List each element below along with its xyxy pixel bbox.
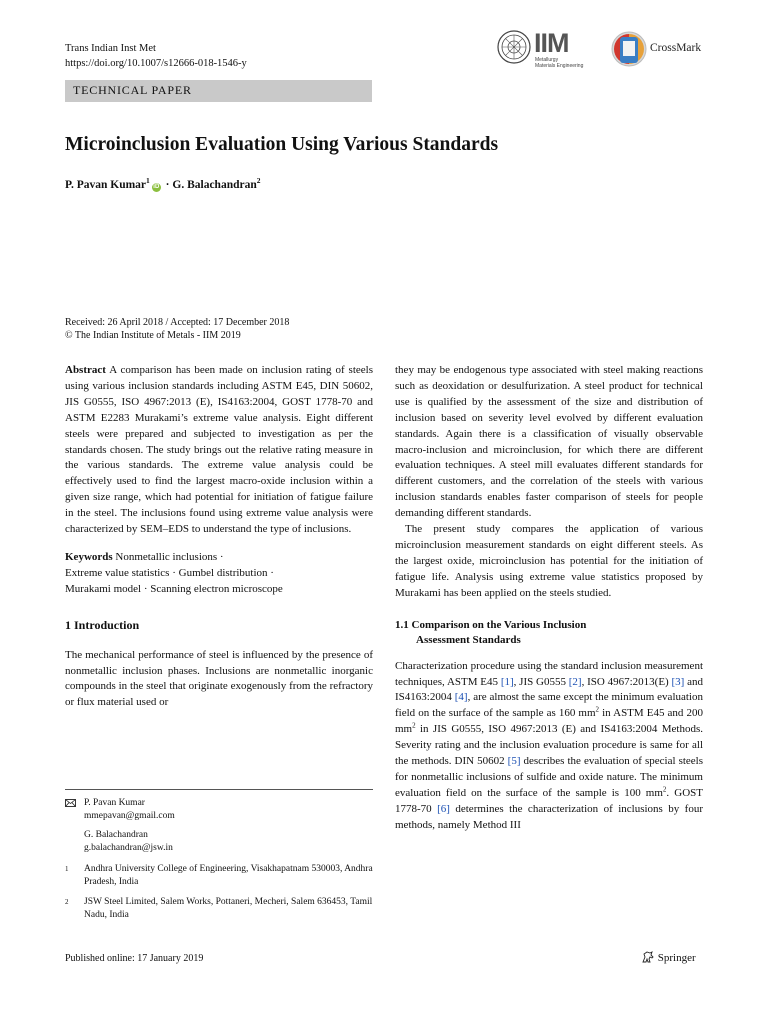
author-1-affil: 1	[146, 176, 150, 186]
p3-text: determines the characterization of inclusions by four methods, namely Method III	[395, 802, 703, 831]
iim-logo-subtitle	[535, 57, 583, 69]
right-column	[395, 363, 703, 834]
keywords-label: Keywords	[65, 550, 113, 563]
corresponding-author	[65, 797, 373, 854]
iim-sub-line2: Materials Engineering	[535, 63, 584, 69]
author-2-affil: 2	[256, 176, 261, 186]
paper-type-label: TECHNICAL PAPER	[73, 83, 192, 97]
ref-link-6[interactable]: [6]	[437, 802, 450, 815]
p3-text: , JIS G0555	[513, 675, 569, 688]
author2-email[interactable]: g.balachandran@jsw.in	[84, 842, 173, 853]
p3-text: and IS4163:2004	[395, 675, 703, 704]
subsection-heading-line-1: 1.1 Comparison on the Various Inclusion	[395, 618, 587, 631]
author-separator: ·	[165, 179, 170, 191]
crossmark-icon[interactable]	[611, 28, 647, 70]
author2-name: G. Balachandran	[84, 830, 148, 840]
received-accepted: Received: 26 April 2018 / Accepted: 17 December 2018	[65, 317, 290, 328]
p3-text: , are almost the same except the minimum evaluation field on the surface of the sample as 160 mm	[395, 691, 703, 720]
doi-link[interactable]: https://doi.org/10.1007/s12666-018-1546-y	[65, 58, 247, 69]
keywords-line-3: Murakami model · Scanning electron microscope	[65, 582, 283, 595]
author-line	[65, 176, 261, 192]
envelope-icon	[65, 799, 76, 807]
paper-title: Microinclusion Evaluation Using Various Standards	[65, 134, 499, 155]
ref-link-1[interactable]: [1]	[500, 675, 514, 688]
header-logos	[497, 28, 707, 72]
intro-heading: 1 Introduction	[65, 617, 140, 632]
superscript: 2	[662, 785, 667, 794]
footnotes	[65, 797, 373, 921]
p3-text: , ISO 4967:2013(E)	[581, 675, 672, 688]
iim-logo-text: IIM	[534, 28, 569, 58]
corr-author-email[interactable]: mmepavan@gmail.com	[84, 810, 175, 821]
ref-link-2[interactable]: [2]	[568, 675, 582, 688]
subsection-heading-line-2: Assessment Standards	[416, 634, 521, 647]
p3-text: . GOST 1778-70	[395, 786, 704, 815]
journal-name: Trans Indian Inst Met	[65, 43, 156, 54]
superscript: 2	[412, 721, 416, 730]
affiliation-2-mark: 2	[65, 898, 69, 906]
copyright: © The Indian Institute of Metals - IIM 2019	[65, 330, 241, 341]
author-2[interactable]: G. Balachandran	[172, 179, 257, 191]
abstract	[65, 363, 373, 538]
keywords-line-2: Extreme value statistics · Gumbel distribution ·	[65, 566, 274, 579]
author-1[interactable]: P. Pavan Kumar	[65, 179, 147, 191]
left-column	[65, 363, 373, 711]
right-paragraph-3	[395, 659, 703, 834]
ref-link-4[interactable]: [4]	[454, 691, 468, 704]
abstract-text: A comparison has been made on inclusion rating of steels using various inclusion standards including ASTM E45, DIN 50602, JIS G0555, ISO 4967:2013 (E), IS4163:2004, GOST 1778-70 and ASTM E2283 Murakami’s extreme value analysis. Eight different steels were prepared and subjected to investigation as per the standards chosen. The study brings out the relative rating measure in the various standards. The extreme value analysis could be effectively used to find the largest macro-oxide inclusion within a given size range, which had potential for initiation of fatigue failure in the steel. The inclusions found using extreme value analysis were characterized by SEM–EDS to understand the type of inclusions.	[65, 364, 373, 536]
p3-text: Characterization procedure using the standard inclusion measurement techniques, ASTM E45	[395, 659, 703, 688]
right-paragraph-2: The present study compares the application of various microinclusion measurement standards on eight different steels. As the largest oxide, microinclusion has potential for the initiation of fatigue life. Analysis using extreme value statistics proposed by Murakami has been applied on the steels studied.	[395, 523, 703, 599]
springer-label: Springer	[657, 952, 696, 964]
paper-type-banner	[65, 80, 372, 102]
springer-logo	[641, 951, 696, 964]
intro-paragraph: The mechanical performance of steel is influenced by the presence of nonmetallic inclusion phases. Inclusions are nonmetallic inorganic compounds in the steel that originate exogenously from the refractory or flux material used or	[65, 648, 373, 709]
affiliation-1-text: Andhra University College of Engineering, Visakhapatnam 530003, Andhra Pradesh, India	[84, 864, 373, 887]
corr-author-name: P. Pavan Kumar	[84, 798, 145, 808]
springer-horse-icon	[641, 951, 655, 963]
affiliation-2	[65, 896, 373, 921]
p3-text: in ASTM E45 and 200 mm	[395, 707, 703, 736]
affiliation-1-mark: 1	[65, 865, 69, 873]
article-dates	[65, 316, 289, 342]
subsection-heading	[395, 618, 703, 649]
ref-link-5[interactable]: [5]	[507, 755, 521, 768]
right-paragraph-1: they may be endogenous type associated with steel making reactions such as deoxidation or desulfurization. A steel product for technical use is qualified by the assessment of the size and distribution of inclusion based on severity level evolved by different evaluation standards. Again there is a classification of visually observable macro-inclusion and microinclusion, for which there are different evaluation techniques. A steel mill evaluates different standards for different customers, and the correlation of the steels with various inclusion standards enables faster comparison of steels for people demanding different standards.	[395, 364, 703, 520]
orcid-icon[interactable]: iD	[153, 184, 160, 190]
iim-seal-icon	[497, 30, 531, 64]
published-online: Published online: 17 January 2019	[65, 953, 204, 964]
affiliation-1	[65, 863, 373, 888]
p3-text: describes the evaluation of special steels for nonmetallic inclusions of sulfide and oxide nature. The minimum evaluation field on the surface of the sample is 100 mm	[395, 755, 704, 799]
footnote-rule	[65, 789, 373, 790]
keywords-line-1: Nonmetallic inclusions ·	[115, 550, 224, 563]
journal-header	[65, 41, 247, 71]
abstract-label: Abstract	[65, 364, 106, 376]
affiliation-2-text: JSW Steel Limited, Salem Works, Pottaneri, Mecheri, Salem 636453, Tamil Nadu, India	[84, 897, 373, 920]
keywords	[65, 550, 373, 598]
iim-sub-line1: Metallurgy	[535, 57, 559, 63]
p3-text: in JIS G0555, ISO 4967:2013 (E) and IS4163:2004 Methods. Severity rating and the inclusion evaluation procedure is same for all the methods. DIN 50602	[395, 723, 703, 768]
ref-link-3[interactable]: [3]	[671, 675, 685, 688]
superscript: 2	[595, 705, 600, 714]
crossmark-label: CrossMark	[650, 42, 702, 54]
